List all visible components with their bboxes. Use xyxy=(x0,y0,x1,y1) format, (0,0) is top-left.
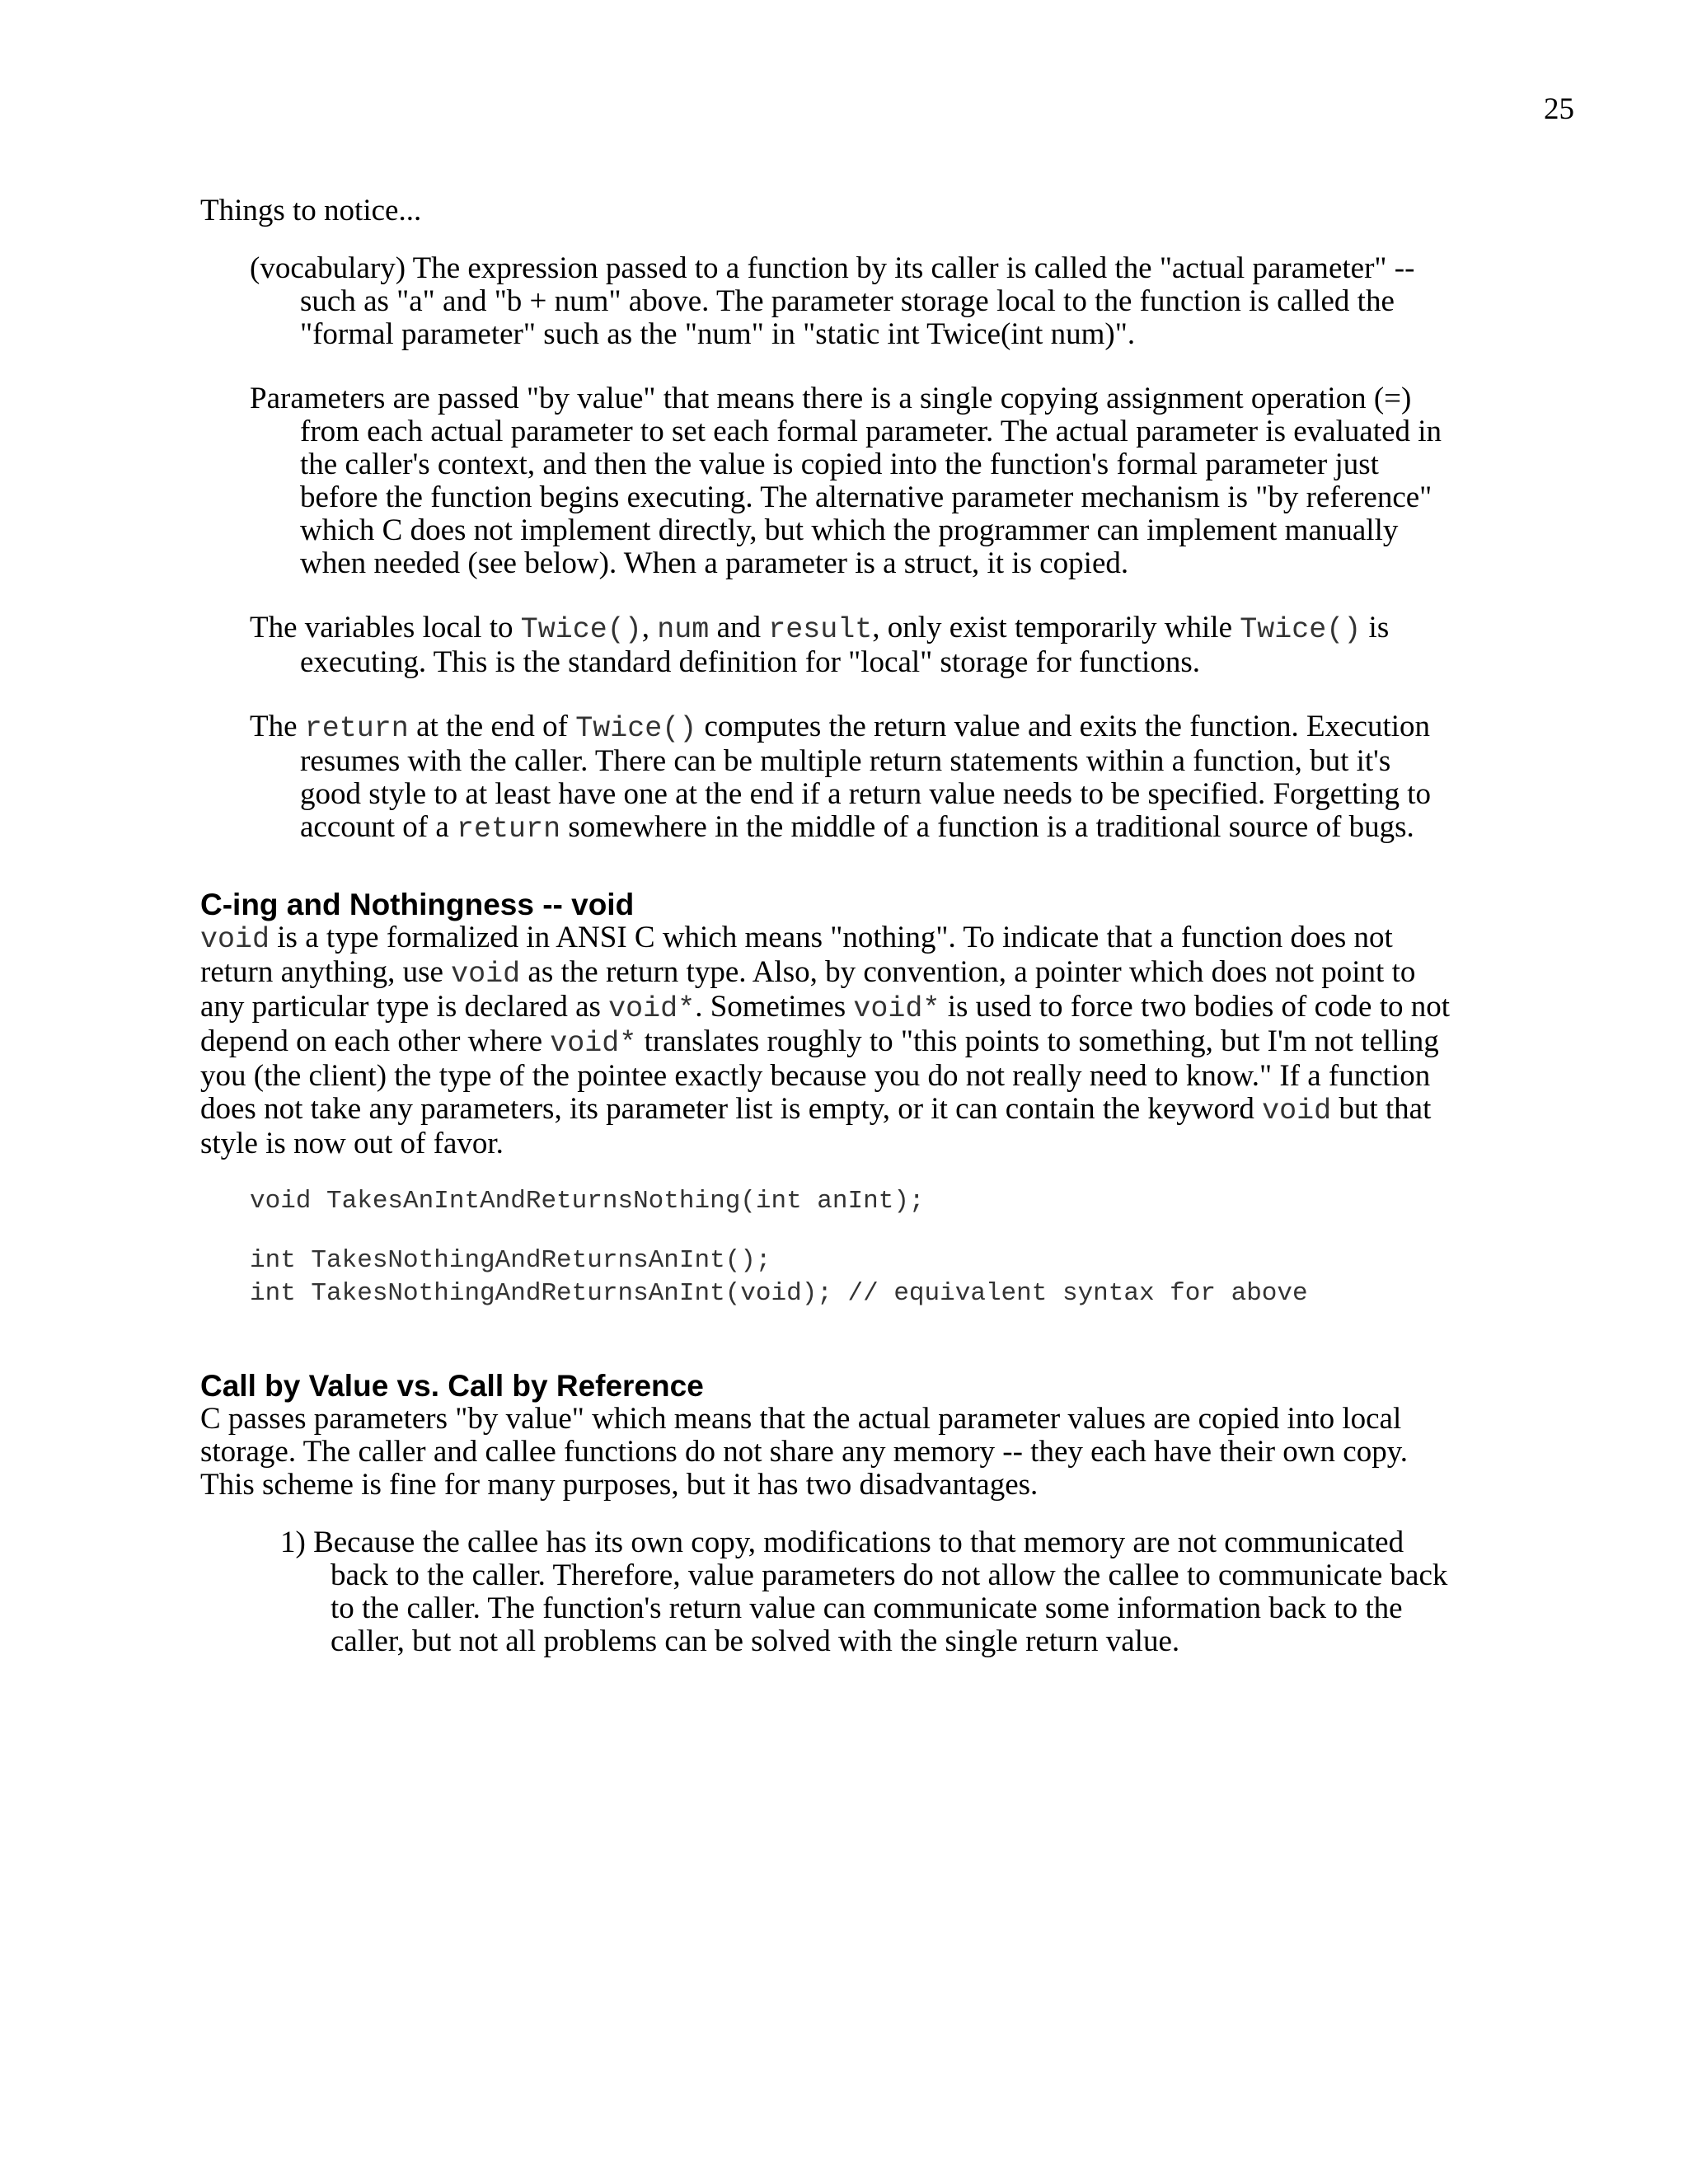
inline-code: Twice() xyxy=(1240,613,1362,646)
note-by-value: Parameters are passed "by value" that means there is a single copying assignment operation (=) from each actual parameter to set each formal parameter. The actual parameter is evaluated in the caller's context, and then the value is copied into the function's formal parameter just before the function begins executing. The alternative parameter mechanism is "by reference" which C does not implement directly, but which the programmer can implement manually when needed (see below). When a parameter is a struct, it is copied. xyxy=(250,382,1442,580)
section-heading-void: C-ing and Nothingness -- void xyxy=(200,888,635,921)
inline-code: void* xyxy=(550,1027,637,1060)
disadvantage-item-1: 1) Because the callee has its own copy, modifications to that memory are not communicated back to the caller. Therefore, value parameters do not allow the callee to communicate back to the caller. The function's return value can communicate some information back to the caller, but not all problems can be solved with the single return value. xyxy=(280,1526,1448,1658)
code-line: void TakesAnIntAndReturnsNothing(int anInt); xyxy=(250,1187,925,1216)
page-content xyxy=(200,194,1453,1658)
inline-code: result xyxy=(768,613,873,646)
intro-line: Things to notice... xyxy=(200,194,422,227)
page-number: 25 xyxy=(1544,92,1574,126)
void-paragraph: void is a type formalized in ANSI C which means "nothing". To indicate that a function does not return anything, use void as the return type. Also, by convention, a pointer which does not point to any particular type is declared as void*. Sometimes void* is used to force two bodies of code to not depend on each other where void* translates roughly to "this points to something, but I'm not telling you (the client) the type of the pointee exactly because you do not really need to know." If a function does not take any parameters, its parameter list is empty, or it can contain the keyword void but that style is now out of favor. xyxy=(200,921,1451,1160)
void-code-block xyxy=(250,1185,1453,1310)
inline-code: void xyxy=(451,958,521,991)
call-by-value-paragraph: C passes parameters "by value" which means that the actual parameter values are copied into local storage. The caller and callee functions do not share any memory -- they each have their own copy. This scheme is fine for many purposes, but it has two disadvantages. xyxy=(200,1402,1409,1502)
code-line: int TakesNothingAndReturnsAnInt(void); // equivalent syntax for above xyxy=(250,1279,1308,1308)
note-return: The return at the end of Twice() computes the return value and exits the function. Execution resumes with the caller. There can be multiple return statements within a function, but it's good style to at least have one at the end if a return value needs to be specified. Forgetting to account of a return somewhere in the middle of a function is a traditional source of bugs. xyxy=(250,710,1432,846)
inline-code: return xyxy=(304,712,409,745)
inline-code: void* xyxy=(853,992,940,1025)
code-line: int TakesNothingAndReturnsAnInt(); xyxy=(250,1246,771,1275)
note-local-variables: The variables local to Twice(), num and result, only exist temporarily while Twice() is executing. This is the standard definition for "local" storage for functions. xyxy=(250,611,1390,679)
inline-code: return xyxy=(457,813,561,846)
inline-code: void* xyxy=(608,992,696,1025)
inline-code: Twice() xyxy=(575,712,697,745)
inline-code: void xyxy=(1262,1094,1332,1127)
note-vocabulary: (vocabulary) The expression passed to a function by its caller is called the "actual parameter" -- such as "a" and "b + num" above. The parameter storage local to the function is called the "formal parameter" such as the "num" in "static int Twice(int num)". xyxy=(250,251,1415,351)
section-heading-call-by-value: Call by Value vs. Call by Reference xyxy=(200,1369,704,1403)
inline-code: Twice() xyxy=(520,613,642,646)
inline-code: void xyxy=(200,923,270,956)
inline-code: num xyxy=(657,613,710,646)
